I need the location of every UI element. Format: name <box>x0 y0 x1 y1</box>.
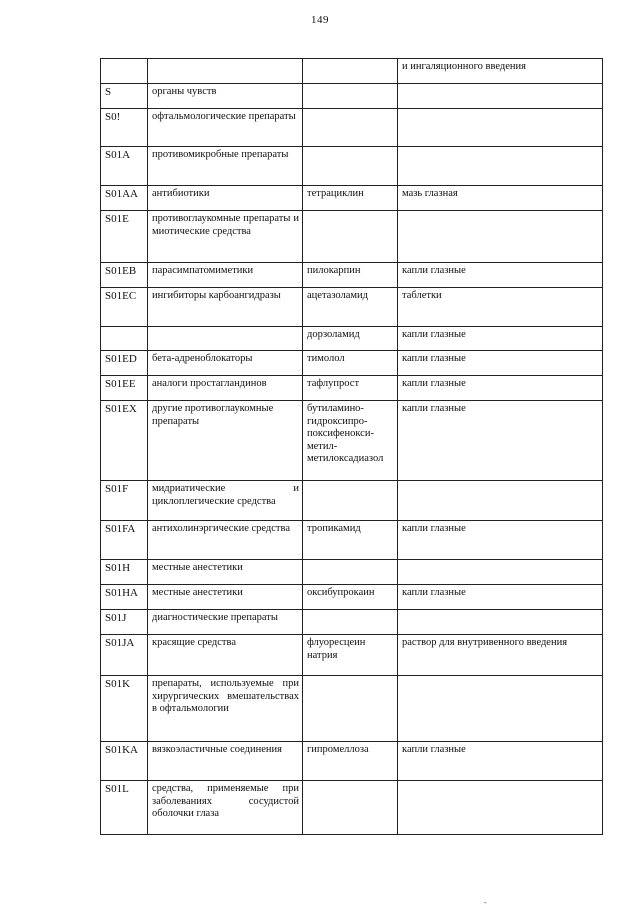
dosage-form-cell <box>398 109 603 147</box>
atc-code-cell: S0! <box>101 109 148 147</box>
group-name-cell: мидриатические и циклоплегические средства <box>148 481 303 521</box>
group-name-cell: офтальмологические препараты <box>148 109 303 147</box>
substance-cell: тропикамид <box>303 521 398 560</box>
substance-cell: дорзоламид <box>303 327 398 351</box>
atc-code-cell: S01L <box>101 781 148 835</box>
substance-cell: гипромеллоза <box>303 742 398 781</box>
table-row <box>101 376 603 401</box>
dosage-form-cell <box>398 610 603 635</box>
dosage-form-cell: капли глазные <box>398 376 603 401</box>
table-row <box>101 676 603 742</box>
table-row <box>101 263 603 288</box>
dosage-form-cell: мазь глазная <box>398 186 603 211</box>
substance-cell: ацетазоламид <box>303 288 398 327</box>
dosage-form-cell: капли глазные <box>398 327 603 351</box>
atc-code-cell: S01EC <box>101 288 148 327</box>
atc-code-cell <box>101 59 148 84</box>
dosage-form-cell <box>398 781 603 835</box>
dosage-form-cell: капли глазные <box>398 351 603 376</box>
substance-cell <box>303 59 398 84</box>
page-number: 149 <box>311 14 329 26</box>
substance-cell: тетрациклин <box>303 186 398 211</box>
substance-cell: флуоресцеин натрия <box>303 635 398 676</box>
atc-code-cell: S01JA <box>101 635 148 676</box>
dosage-form-cell: раствор для внутривенного введения <box>398 635 603 676</box>
table-row <box>101 59 603 84</box>
table-row <box>101 781 603 835</box>
table-row <box>101 560 603 585</box>
table-row <box>101 635 603 676</box>
table-row <box>101 401 603 481</box>
dosage-form-cell: капли глазные <box>398 401 603 481</box>
table-row <box>101 288 603 327</box>
group-name-cell <box>148 327 303 351</box>
dosage-form-cell <box>398 211 603 263</box>
table-row <box>101 186 603 211</box>
dosage-form-cell <box>398 560 603 585</box>
substance-cell <box>303 781 398 835</box>
dosage-form-cell <box>398 84 603 109</box>
substance-cell: оксибупрокаин <box>303 585 398 610</box>
table-row <box>101 521 603 560</box>
atc-code-cell: S <box>101 84 148 109</box>
group-name-cell: другие противоглаукомные препараты <box>148 401 303 481</box>
atc-code-cell: S01K <box>101 676 148 742</box>
table-row <box>101 109 603 147</box>
group-name-cell: ингибиторы карбоангидразы <box>148 288 303 327</box>
substance-cell <box>303 676 398 742</box>
atc-code-cell: S01A <box>101 147 148 186</box>
atc-code-cell: S01AA <box>101 186 148 211</box>
dosage-form-cell: капли глазные <box>398 742 603 781</box>
group-name-cell: противоглаукомные препараты и миотические средства <box>148 211 303 263</box>
atc-code-cell: S01EE <box>101 376 148 401</box>
atc-code-cell: S01FA <box>101 521 148 560</box>
substance-cell <box>303 481 398 521</box>
substance-cell <box>303 147 398 186</box>
substance-cell <box>303 211 398 263</box>
atc-code-cell: S01J <box>101 610 148 635</box>
group-name-cell: органы чувств <box>148 84 303 109</box>
table-row <box>101 147 603 186</box>
table-row <box>101 481 603 521</box>
group-name-cell: антибиотики <box>148 186 303 211</box>
group-name-cell: диагностические препараты <box>148 610 303 635</box>
atc-code-cell: S01EB <box>101 263 148 288</box>
dosage-form-cell <box>398 481 603 521</box>
group-name-cell: противомикробные препараты <box>148 147 303 186</box>
group-name-cell: бета-адреноблокаторы <box>148 351 303 376</box>
dosage-form-cell: капли глазные <box>398 263 603 288</box>
group-name-cell: парасимпатомиметики <box>148 263 303 288</box>
table-row <box>101 211 603 263</box>
dosage-form-cell <box>398 676 603 742</box>
atc-code-cell: S01H <box>101 560 148 585</box>
group-name-cell: средства, применяемые при заболеваниях сосудистой оболочки глаза <box>148 781 303 835</box>
atc-code-cell <box>101 327 148 351</box>
atc-code-cell: S01KA <box>101 742 148 781</box>
atc-code-cell: S01EX <box>101 401 148 481</box>
atc-code-cell: S01F <box>101 481 148 521</box>
table-row <box>101 610 603 635</box>
dosage-form-cell: таблетки <box>398 288 603 327</box>
group-name-cell: препараты, используемые при хирургических вмешательствах в офтальмологии <box>148 676 303 742</box>
table-row <box>101 327 603 351</box>
group-name-cell: красящие средства <box>148 635 303 676</box>
atc-code-cell: S01E <box>101 211 148 263</box>
group-name-cell <box>148 59 303 84</box>
substance-cell <box>303 610 398 635</box>
group-name-cell: местные анестетики <box>148 560 303 585</box>
table-row <box>101 585 603 610</box>
substance-cell: тимолол <box>303 351 398 376</box>
table-row <box>101 351 603 376</box>
group-name-cell: антихолинэргические средства <box>148 521 303 560</box>
page-bottom-mark: - <box>484 898 487 907</box>
drug-classification-table <box>100 58 603 835</box>
dosage-form-cell: и ингаляционного введения <box>398 59 603 84</box>
group-name-cell: вязкоэластичные соединения <box>148 742 303 781</box>
table-row <box>101 742 603 781</box>
atc-code-cell: S01ED <box>101 351 148 376</box>
group-name-cell: местные анестетики <box>148 585 303 610</box>
dosage-form-cell: капли глазные <box>398 585 603 610</box>
substance-cell: тафлупрост <box>303 376 398 401</box>
substance-cell: бутиламино-гидроксипро-поксифенокси-метил-метилоксадиазол <box>303 401 398 481</box>
dosage-form-cell <box>398 147 603 186</box>
atc-code-cell: S01HA <box>101 585 148 610</box>
group-name-cell: аналоги простагландинов <box>148 376 303 401</box>
substance-cell <box>303 109 398 147</box>
substance-cell <box>303 560 398 585</box>
dosage-form-cell: капли глазные <box>398 521 603 560</box>
table-row <box>101 84 603 109</box>
substance-cell: пилокарпин <box>303 263 398 288</box>
substance-cell <box>303 84 398 109</box>
